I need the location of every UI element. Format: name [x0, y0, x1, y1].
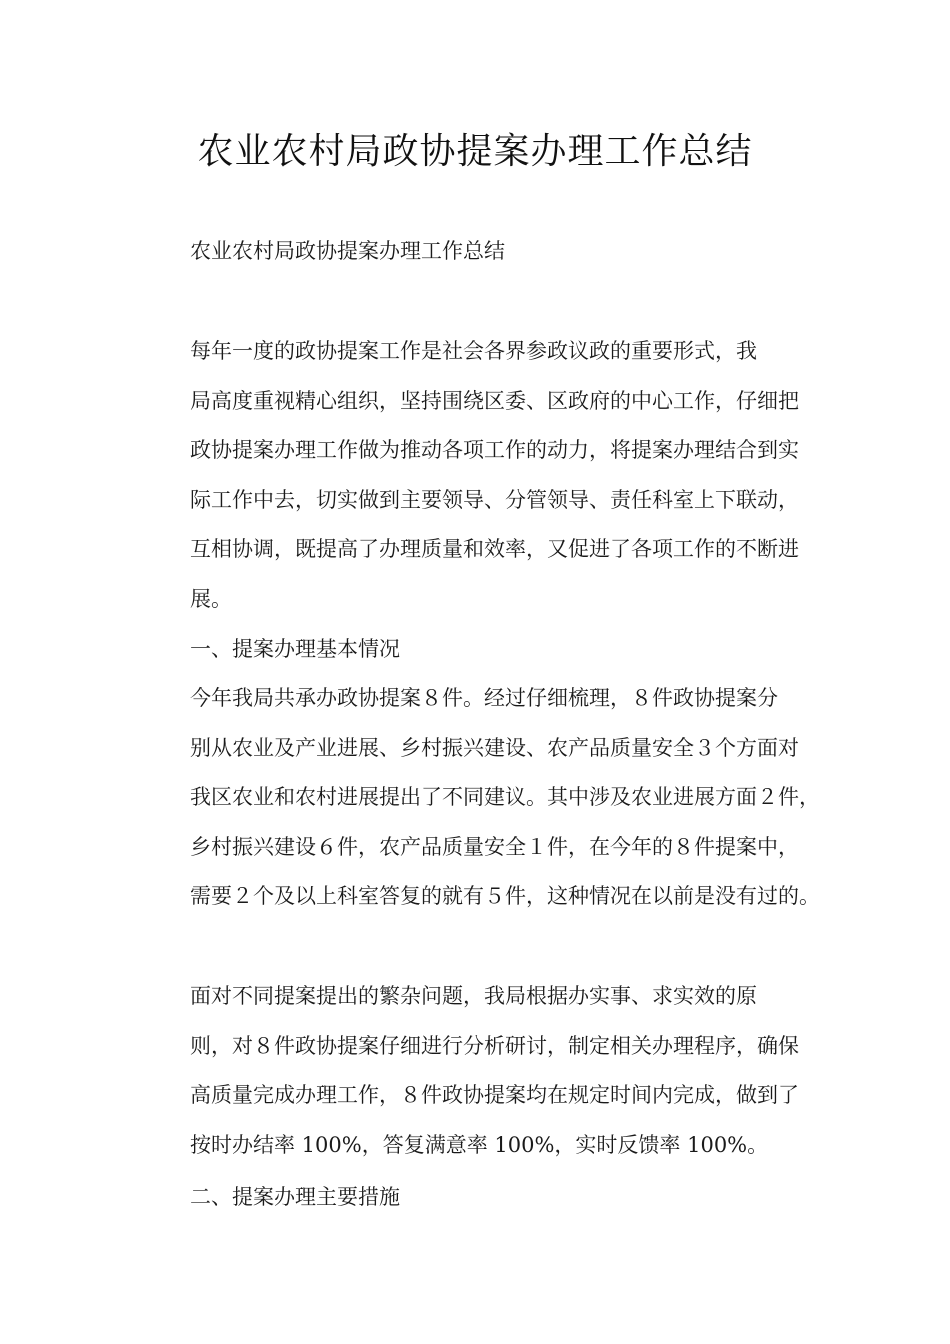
paragraph-line: 高质量完成办理工作，８件政协提案均在规定时间内完成，做到了 — [190, 1083, 799, 1108]
paragraph-line: 乡村振兴建设６件，农产品质量安全１件，在今年的８件提案中， — [190, 834, 799, 859]
paragraph-line: 别从农业及产业进展、乡村振兴建设、农产品质量安全３个方面对 — [190, 735, 799, 760]
paragraph-line: 政协提案办理工作做为推动各项工作的动力，将提案办理结合到实 — [190, 438, 799, 463]
paragraph-line: 我区农业和农村进展提出了不同建议。其中涉及农业进展方面２件， — [190, 785, 820, 810]
paragraph-line: 面对不同提案提出的繁杂问题，我局根据办实事、求实效的原 — [190, 984, 757, 1008]
paragraph-line: 互相协调，既提高了办理质量和效率，又促进了各项工作的不断进 — [190, 537, 799, 562]
paragraph-intro — [145, 327, 817, 625]
document-subtitle: 农业农村局政协提案办理工作总结 — [190, 239, 505, 263]
section-heading-1: 一、提案办理基本情况 — [190, 637, 400, 661]
paragraph-line: 展。 — [190, 586, 232, 611]
paragraph-line: 际工作中去，切实做到主要领导、分管领导、责任科室上下联动， — [190, 487, 799, 512]
paragraph-line: 按时办结率 100%，答复满意率 100%，实时反馈率 100%。 — [190, 1132, 769, 1157]
paragraph-line: 需要２个及以上科室答复的就有５件，这种情况在以前是没有过的。 — [190, 884, 820, 909]
paragraph-basic-situation — [145, 674, 820, 922]
paragraph-line: 局高度重视精心组织，坚持围绕区委、区政府的中心工作，仔细把 — [190, 388, 799, 413]
paragraph-line: 每年一度的政协提案工作是社会各界参政议政的重要形式，我 — [190, 339, 757, 363]
document-title: 农业农村局政协提案办理工作总结 — [197, 131, 753, 172]
paragraph-line: 则，对８件政协提案仔细进行分析研讨，制定相关办理程序，确保 — [190, 1033, 799, 1058]
section-heading-2: 二、提案办理主要措施 — [190, 1185, 400, 1209]
paragraph-line: 今年我局共承办政协提案８件。经过仔细梳理，８件政协提案分 — [190, 686, 778, 710]
paragraph-handling-results — [145, 972, 817, 1170]
